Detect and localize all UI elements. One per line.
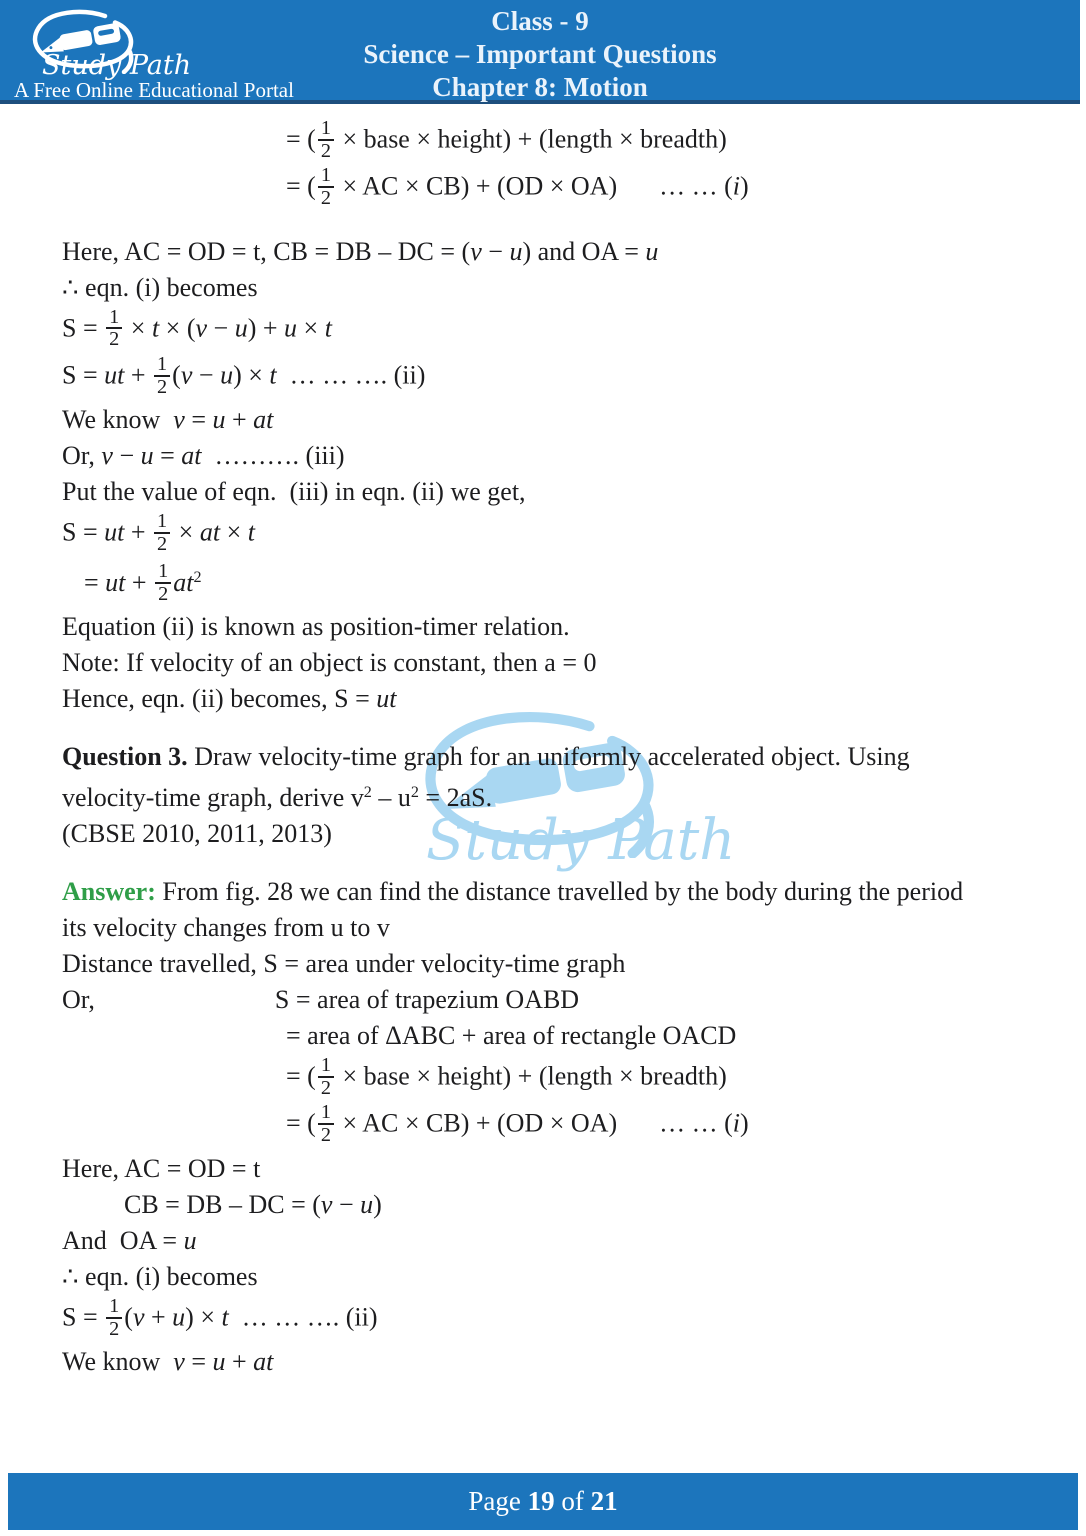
eq-ii-1: S = ut + $\frac{1}{2}$ (v − u) × t … … …. (ii) bbox=[62, 353, 426, 398]
eq-triangle-rectangle: = area of ΔABC + area of rectangle OACD bbox=[286, 1021, 737, 1051]
answer-line-2: its velocity changes from u to v bbox=[62, 913, 390, 943]
eq-s-at-t: S = ut + $\frac{1}{2}$ × at × t bbox=[62, 510, 255, 556]
relation-note-2: Note: If velocity of an object is constant, then a = 0 bbox=[62, 648, 597, 678]
we-know-2: We know v = u + at bbox=[62, 1347, 274, 1377]
therefore-line-1: ∴ eqn. (i) becomes bbox=[62, 272, 258, 302]
here-line-1: Here, AC = OD = t, CB = DB – DC = (v − u) and OA = u bbox=[62, 236, 659, 266]
put-value-line: Put the value of eqn. (iii) in eqn. (ii) we get, bbox=[62, 477, 526, 507]
watermark-brand: Study Path bbox=[426, 808, 736, 873]
footer-bar bbox=[8, 1473, 1078, 1530]
footer-of-label: of bbox=[561, 1486, 584, 1516]
eq-i-1: = ( $\frac{1}{2}$ × AC × CB) + (OD × OA) … … (i) bbox=[286, 164, 749, 210]
here-line-2: Here, AC = OD = t bbox=[62, 1153, 261, 1183]
eq-area-formula-2: = ( $\frac{1}{2}$ × base × height) + (length × breadth) bbox=[286, 1054, 727, 1099]
distance-line: Distance travelled, S = area under velocity-time graph bbox=[62, 949, 626, 979]
eq-ii-2: S = $\frac{1}{2}$ (v + u) × t … … …. (ii) bbox=[62, 1294, 378, 1340]
we-know-1: We know v = u + at bbox=[62, 405, 274, 435]
question-3-line-2: velocity-time graph, derive $v^2 - u^2 = 2aS$. bbox=[62, 783, 493, 813]
cb-line: CB = DB – DC = (v − u) bbox=[124, 1189, 382, 1219]
header-class-line: Class - 9 bbox=[491, 6, 589, 36]
eq-second-motion: = ut + $\frac{1}{2}$ $at^2$ bbox=[84, 559, 202, 605]
header-subject-line: Science – Important Questions bbox=[363, 39, 717, 69]
logo-brand: Study Path bbox=[42, 50, 192, 81]
header-banner bbox=[0, 0, 1080, 104]
relation-note-3: Hence, eqn. (ii) becomes, S = ut bbox=[62, 684, 397, 714]
eq-area-formula-1: = ( $\frac{1}{2}$ × base × height) + (length × breadth) bbox=[286, 117, 727, 162]
header-chapter-line: Chapter 8: Motion bbox=[432, 72, 648, 102]
therefore-line-2: ∴ eqn. (i) becomes bbox=[62, 1261, 258, 1291]
footer-page-label: Page bbox=[468, 1486, 521, 1516]
question-3-line-1: Question 3. Draw velocity-time graph for an uniformly accelerated object. Using bbox=[62, 742, 910, 772]
eq-s-expanded: S = $\frac{1}{2}$ × t × (v − u) + u × t bbox=[62, 305, 332, 351]
relation-note-1: Equation (ii) is known as position-timer relation. bbox=[62, 612, 570, 642]
header-titles bbox=[0, 5, 1080, 104]
logo-tagline: A Free Online Educational Portal bbox=[14, 78, 294, 102]
eq-iii: Or, v − u = at ………. (iii) bbox=[62, 441, 345, 471]
answer-line-1: Answer: From fig. 28 we can find the distance travelled by the body during the period bbox=[62, 877, 964, 907]
or-trapezium-line: Or, S = area of trapezium OABD bbox=[62, 985, 580, 1015]
eq-i-2: = ( $\frac{1}{2}$ × AC × CB) + (OD × OA) … … (i) bbox=[286, 1101, 749, 1147]
footer-page-total: 21 bbox=[590, 1486, 618, 1516]
and-oa-line: And OA = u bbox=[62, 1225, 197, 1255]
cbse-years: (CBSE 2010, 2011, 2013) bbox=[62, 819, 332, 849]
footer-page-current: 19 bbox=[527, 1486, 555, 1516]
document-body bbox=[62, 112, 1046, 1381]
